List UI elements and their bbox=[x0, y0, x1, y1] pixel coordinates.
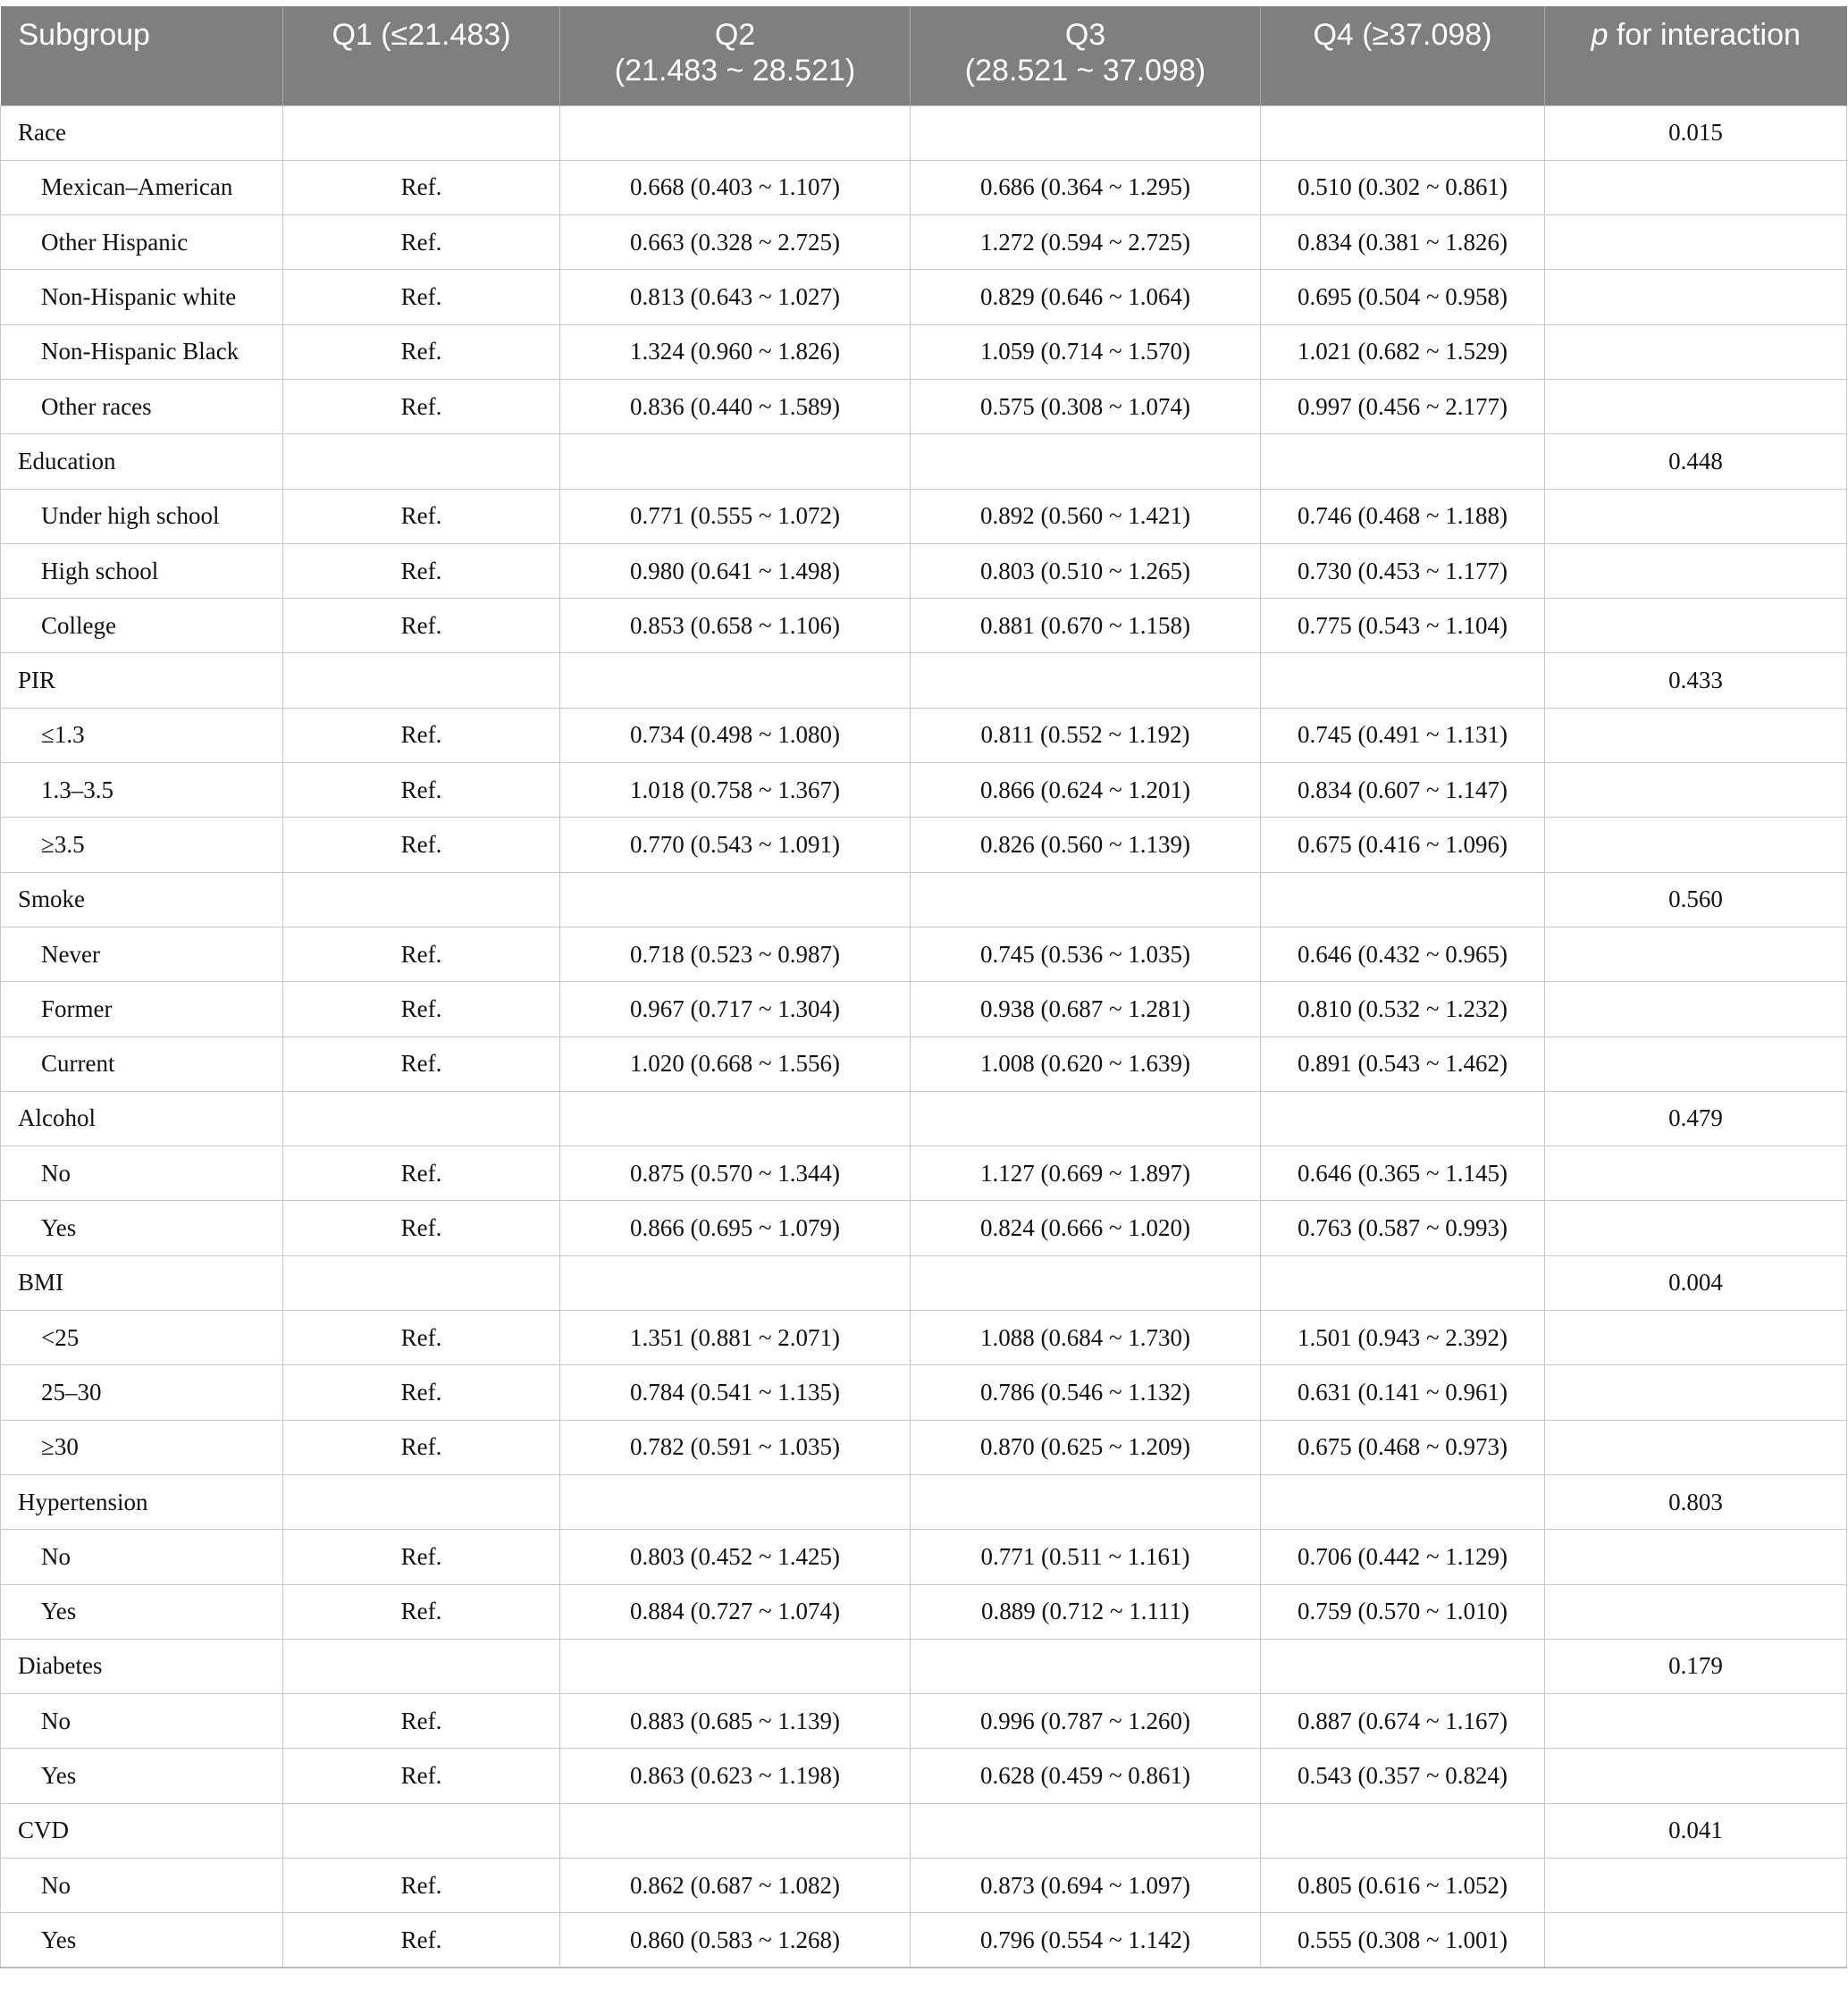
q4-cell: 1.021 (0.682 ~ 1.529) bbox=[1261, 324, 1545, 379]
q3-cell: 1.059 (0.714 ~ 1.570) bbox=[911, 324, 1261, 379]
q4-cell: 0.646 (0.365 ~ 1.145) bbox=[1261, 1146, 1545, 1201]
q1-cell: Ref. bbox=[283, 1036, 560, 1091]
q4-cell: 0.834 (0.607 ~ 1.147) bbox=[1261, 763, 1545, 818]
q3-cell: 0.771 (0.511 ~ 1.161) bbox=[911, 1530, 1261, 1584]
p-interaction-cell: 0.448 bbox=[1545, 434, 1847, 489]
table-row bbox=[1, 1420, 1847, 1474]
subgroup-cell: Under high school bbox=[1, 489, 283, 543]
q3-cell bbox=[911, 872, 1261, 927]
subgroup-cell: Diabetes bbox=[1, 1639, 283, 1693]
subgroup-cell: BMI bbox=[1, 1255, 283, 1310]
q3-cell: 0.892 (0.560 ~ 1.421) bbox=[911, 489, 1261, 543]
table-row bbox=[1, 1146, 1847, 1201]
q2-cell: 0.813 (0.643 ~ 1.027) bbox=[560, 270, 911, 324]
header-q1 bbox=[283, 6, 560, 105]
group-header-row bbox=[1, 105, 1847, 160]
p-interaction-cell: 0.479 bbox=[1545, 1091, 1847, 1146]
q4-cell: 0.555 (0.308 ~ 1.001) bbox=[1261, 1913, 1545, 1968]
header-q3 bbox=[911, 6, 1261, 105]
q3-cell: 1.008 (0.620 ~ 1.639) bbox=[911, 1036, 1261, 1091]
p-interaction-cell bbox=[1545, 763, 1847, 818]
q2-cell: 0.860 (0.583 ~ 1.268) bbox=[560, 1913, 911, 1968]
q4-cell bbox=[1261, 872, 1545, 927]
subgroup-cell: No bbox=[1, 1694, 283, 1749]
subgroup-cell: Education bbox=[1, 434, 283, 489]
p-interaction-cell bbox=[1545, 1036, 1847, 1091]
subgroup-cell: High school bbox=[1, 543, 283, 598]
p-interaction-cell bbox=[1545, 1365, 1847, 1420]
q1-cell bbox=[283, 872, 560, 927]
p-interaction-cell bbox=[1545, 379, 1847, 433]
group-header-row bbox=[1, 1639, 1847, 1693]
table-row bbox=[1, 982, 1847, 1036]
table-row bbox=[1, 1311, 1847, 1365]
q2-cell bbox=[560, 434, 911, 489]
q1-cell bbox=[283, 653, 560, 708]
group-header-row bbox=[1, 434, 1847, 489]
subgroup-cell: Never bbox=[1, 927, 283, 981]
q4-cell: 0.631 (0.141 ~ 0.961) bbox=[1261, 1365, 1545, 1420]
subgroup-cell: Yes bbox=[1, 1584, 283, 1639]
q4-cell: 0.763 (0.587 ~ 0.993) bbox=[1261, 1201, 1545, 1255]
subgroup-cell: No bbox=[1, 1530, 283, 1584]
q4-cell: 0.759 (0.570 ~ 1.010) bbox=[1261, 1584, 1545, 1639]
table-body bbox=[1, 105, 1847, 1968]
q2-cell: 0.734 (0.498 ~ 1.080) bbox=[560, 708, 911, 762]
q1-cell: Ref. bbox=[283, 1694, 560, 1749]
q4-cell: 0.675 (0.468 ~ 0.973) bbox=[1261, 1420, 1545, 1474]
table-row bbox=[1, 1201, 1847, 1255]
q4-cell: 0.746 (0.468 ~ 1.188) bbox=[1261, 489, 1545, 543]
q4-cell: 0.706 (0.442 ~ 1.129) bbox=[1261, 1530, 1545, 1584]
q2-cell: 0.980 (0.641 ~ 1.498) bbox=[560, 543, 911, 598]
q4-cell: 0.675 (0.416 ~ 1.096) bbox=[1261, 818, 1545, 872]
q4-cell bbox=[1261, 1474, 1545, 1529]
q3-cell: 0.889 (0.712 ~ 1.111) bbox=[911, 1584, 1261, 1639]
p-interaction-cell: 0.015 bbox=[1545, 105, 1847, 160]
group-header-row bbox=[1, 1091, 1847, 1146]
q1-cell: Ref. bbox=[283, 324, 560, 379]
p-interaction-cell: 0.433 bbox=[1545, 653, 1847, 708]
q1-cell: Ref. bbox=[283, 1365, 560, 1420]
q3-cell: 0.938 (0.687 ~ 1.281) bbox=[911, 982, 1261, 1036]
table-row bbox=[1, 160, 1847, 214]
q2-cell: 0.771 (0.555 ~ 1.072) bbox=[560, 489, 911, 543]
subgroup-cell: Mexican–American bbox=[1, 160, 283, 214]
q2-cell: 0.863 (0.623 ~ 1.198) bbox=[560, 1749, 911, 1803]
q1-cell bbox=[283, 434, 560, 489]
table-row bbox=[1, 927, 1847, 981]
q1-cell: Ref. bbox=[283, 215, 560, 270]
table-row bbox=[1, 324, 1847, 379]
header-range: (28.521 ~ 37.098) bbox=[964, 54, 1206, 88]
q3-cell bbox=[911, 1474, 1261, 1529]
q3-cell: 1.088 (0.684 ~ 1.730) bbox=[911, 1311, 1261, 1365]
q1-cell: Ref. bbox=[283, 1913, 560, 1968]
p-interaction-cell: 0.179 bbox=[1545, 1639, 1847, 1693]
subgroup-cell: College bbox=[1, 599, 283, 653]
p-interaction-cell bbox=[1545, 215, 1847, 270]
q1-cell: Ref. bbox=[283, 1859, 560, 1913]
group-header-row bbox=[1, 1803, 1847, 1858]
table-header bbox=[1, 6, 1847, 105]
header-label: Subgroup bbox=[18, 18, 150, 52]
q2-cell: 0.803 (0.452 ~ 1.425) bbox=[560, 1530, 911, 1584]
header-label: Q4 (≥37.098) bbox=[1313, 18, 1492, 52]
group-header-row bbox=[1, 872, 1847, 927]
table-row bbox=[1, 1913, 1847, 1968]
group-header-row bbox=[1, 653, 1847, 708]
q1-cell bbox=[283, 105, 560, 160]
header-q2 bbox=[560, 6, 911, 105]
q3-cell: 0.829 (0.646 ~ 1.064) bbox=[911, 270, 1261, 324]
header-label: Q1 (≤21.483) bbox=[332, 18, 511, 52]
q2-cell bbox=[560, 1091, 911, 1146]
q2-cell bbox=[560, 1255, 911, 1310]
table-row bbox=[1, 1036, 1847, 1091]
q3-cell: 0.873 (0.694 ~ 1.097) bbox=[911, 1859, 1261, 1913]
q2-cell: 1.351 (0.881 ~ 2.071) bbox=[560, 1311, 911, 1365]
q2-cell: 0.862 (0.687 ~ 1.082) bbox=[560, 1859, 911, 1913]
q4-cell bbox=[1261, 105, 1545, 160]
q3-cell: 0.575 (0.308 ~ 1.074) bbox=[911, 379, 1261, 433]
q3-cell: 0.796 (0.554 ~ 1.142) bbox=[911, 1913, 1261, 1968]
q1-cell: Ref. bbox=[283, 1584, 560, 1639]
p-interaction-cell bbox=[1545, 1694, 1847, 1749]
p-interaction-cell bbox=[1545, 1913, 1847, 1968]
p-interaction-cell bbox=[1545, 324, 1847, 379]
table-row bbox=[1, 215, 1847, 270]
q4-cell: 0.887 (0.674 ~ 1.167) bbox=[1261, 1694, 1545, 1749]
subgroup-cell: No bbox=[1, 1146, 283, 1201]
q4-cell: 0.805 (0.616 ~ 1.052) bbox=[1261, 1859, 1545, 1913]
q2-cell bbox=[560, 1803, 911, 1858]
q4-cell: 0.510 (0.302 ~ 0.861) bbox=[1261, 160, 1545, 214]
q2-cell: 1.018 (0.758 ~ 1.367) bbox=[560, 763, 911, 818]
q3-cell: 0.866 (0.624 ~ 1.201) bbox=[911, 763, 1261, 818]
header-p-symbol: p bbox=[1591, 18, 1609, 52]
q3-cell bbox=[911, 434, 1261, 489]
q2-cell: 0.967 (0.717 ~ 1.304) bbox=[560, 982, 911, 1036]
q2-cell: 0.836 (0.440 ~ 1.589) bbox=[560, 379, 911, 433]
q4-cell bbox=[1261, 653, 1545, 708]
q1-cell: Ref. bbox=[283, 1146, 560, 1201]
p-interaction-cell bbox=[1545, 543, 1847, 598]
q2-cell: 0.663 (0.328 ~ 2.725) bbox=[560, 215, 911, 270]
q1-cell: Ref. bbox=[283, 543, 560, 598]
q2-cell: 0.718 (0.523 ~ 0.987) bbox=[560, 927, 911, 981]
q4-cell: 0.810 (0.532 ~ 1.232) bbox=[1261, 982, 1545, 1036]
p-interaction-cell bbox=[1545, 1311, 1847, 1365]
q1-cell bbox=[283, 1091, 560, 1146]
table-row bbox=[1, 379, 1847, 433]
table-row bbox=[1, 1584, 1847, 1639]
subgroup-cell: Alcohol bbox=[1, 1091, 283, 1146]
subgroup-table-container bbox=[0, 6, 1846, 1968]
q2-cell: 1.020 (0.668 ~ 1.556) bbox=[560, 1036, 911, 1091]
q4-cell: 0.834 (0.381 ~ 1.826) bbox=[1261, 215, 1545, 270]
group-header-row bbox=[1, 1474, 1847, 1529]
q3-cell: 0.745 (0.536 ~ 1.035) bbox=[911, 927, 1261, 981]
header-label: for interaction bbox=[1608, 18, 1801, 52]
q2-cell bbox=[560, 105, 911, 160]
q1-cell bbox=[283, 1474, 560, 1529]
p-interaction-cell: 0.803 bbox=[1545, 1474, 1847, 1529]
q1-cell: Ref. bbox=[283, 1530, 560, 1584]
q2-cell: 0.668 (0.403 ~ 1.107) bbox=[560, 160, 911, 214]
q4-cell: 0.543 (0.357 ~ 0.824) bbox=[1261, 1749, 1545, 1803]
q2-cell: 0.853 (0.658 ~ 1.106) bbox=[560, 599, 911, 653]
group-header-row bbox=[1, 1255, 1847, 1310]
table-row bbox=[1, 763, 1847, 818]
q4-cell: 0.891 (0.543 ~ 1.462) bbox=[1261, 1036, 1545, 1091]
q3-cell bbox=[911, 1803, 1261, 1858]
p-interaction-cell bbox=[1545, 1749, 1847, 1803]
subgroup-analysis-table bbox=[0, 6, 1847, 1968]
subgroup-cell: 1.3–3.5 bbox=[1, 763, 283, 818]
p-interaction-cell bbox=[1545, 160, 1847, 214]
q1-cell: Ref. bbox=[283, 818, 560, 872]
q1-cell: Ref. bbox=[283, 1201, 560, 1255]
subgroup-cell: ≤1.3 bbox=[1, 708, 283, 762]
subgroup-cell: 25–30 bbox=[1, 1365, 283, 1420]
q3-cell: 0.786 (0.546 ~ 1.132) bbox=[911, 1365, 1261, 1420]
q3-cell: 0.996 (0.787 ~ 1.260) bbox=[911, 1694, 1261, 1749]
q1-cell: Ref. bbox=[283, 270, 560, 324]
subgroup-cell: Smoke bbox=[1, 872, 283, 927]
p-interaction-cell bbox=[1545, 708, 1847, 762]
q3-cell: 0.824 (0.666 ~ 1.020) bbox=[911, 1201, 1261, 1255]
q4-cell bbox=[1261, 1639, 1545, 1693]
subgroup-cell: PIR bbox=[1, 653, 283, 708]
p-interaction-cell bbox=[1545, 1420, 1847, 1474]
q2-cell bbox=[560, 872, 911, 927]
p-interaction-cell bbox=[1545, 489, 1847, 543]
q4-cell bbox=[1261, 434, 1545, 489]
table-row bbox=[1, 543, 1847, 598]
q4-cell: 0.695 (0.504 ~ 0.958) bbox=[1261, 270, 1545, 324]
q2-cell: 0.770 (0.543 ~ 1.091) bbox=[560, 818, 911, 872]
q1-cell bbox=[283, 1639, 560, 1693]
table-row bbox=[1, 1749, 1847, 1803]
table-row bbox=[1, 1859, 1847, 1913]
q3-cell: 0.811 (0.552 ~ 1.192) bbox=[911, 708, 1261, 762]
q4-cell bbox=[1261, 1803, 1545, 1858]
q4-cell: 0.745 (0.491 ~ 1.131) bbox=[1261, 708, 1545, 762]
q4-cell: 0.646 (0.432 ~ 0.965) bbox=[1261, 927, 1545, 981]
header-p-interaction bbox=[1545, 6, 1847, 105]
p-interaction-cell bbox=[1545, 1859, 1847, 1913]
q1-cell: Ref. bbox=[283, 708, 560, 762]
q2-cell: 0.866 (0.695 ~ 1.079) bbox=[560, 1201, 911, 1255]
subgroup-cell: ≥30 bbox=[1, 1420, 283, 1474]
q1-cell: Ref. bbox=[283, 763, 560, 818]
q2-cell: 1.324 (0.960 ~ 1.826) bbox=[560, 324, 911, 379]
q1-cell: Ref. bbox=[283, 1311, 560, 1365]
q3-cell bbox=[911, 1255, 1261, 1310]
q3-cell bbox=[911, 105, 1261, 160]
subgroup-cell: Yes bbox=[1, 1201, 283, 1255]
q4-cell: 0.730 (0.453 ~ 1.177) bbox=[1261, 543, 1545, 598]
q2-cell: 0.883 (0.685 ~ 1.139) bbox=[560, 1694, 911, 1749]
header-label: Q3 bbox=[1064, 18, 1106, 52]
subgroup-cell: Yes bbox=[1, 1749, 283, 1803]
q1-cell: Ref. bbox=[283, 1749, 560, 1803]
q2-cell: 0.784 (0.541 ~ 1.135) bbox=[560, 1365, 911, 1420]
header-row bbox=[1, 6, 1847, 105]
q2-cell: 0.782 (0.591 ~ 1.035) bbox=[560, 1420, 911, 1474]
q1-cell: Ref. bbox=[283, 160, 560, 214]
p-interaction-cell bbox=[1545, 818, 1847, 872]
p-interaction-cell bbox=[1545, 1584, 1847, 1639]
q1-cell: Ref. bbox=[283, 489, 560, 543]
q4-cell bbox=[1261, 1255, 1545, 1310]
subgroup-cell: Yes bbox=[1, 1913, 283, 1968]
q2-cell bbox=[560, 1639, 911, 1693]
subgroup-cell: Other Hispanic bbox=[1, 215, 283, 270]
subgroup-cell: CVD bbox=[1, 1803, 283, 1858]
subgroup-cell: No bbox=[1, 1859, 283, 1913]
table-row bbox=[1, 1694, 1847, 1749]
q3-cell: 1.127 (0.669 ~ 1.897) bbox=[911, 1146, 1261, 1201]
p-interaction-cell bbox=[1545, 599, 1847, 653]
q4-cell: 1.501 (0.943 ~ 2.392) bbox=[1261, 1311, 1545, 1365]
p-interaction-cell: 0.041 bbox=[1545, 1803, 1847, 1858]
q2-cell: 0.875 (0.570 ~ 1.344) bbox=[560, 1146, 911, 1201]
subgroup-cell: Current bbox=[1, 1036, 283, 1091]
table-row bbox=[1, 1365, 1847, 1420]
q3-cell: 0.686 (0.364 ~ 1.295) bbox=[911, 160, 1261, 214]
p-interaction-cell bbox=[1545, 1201, 1847, 1255]
table-row bbox=[1, 270, 1847, 324]
table-row bbox=[1, 1530, 1847, 1584]
p-interaction-cell bbox=[1545, 1530, 1847, 1584]
p-interaction-cell: 0.560 bbox=[1545, 872, 1847, 927]
table-row bbox=[1, 818, 1847, 872]
q1-cell: Ref. bbox=[283, 379, 560, 433]
table-row bbox=[1, 489, 1847, 543]
q3-cell: 0.826 (0.560 ~ 1.139) bbox=[911, 818, 1261, 872]
q1-cell: Ref. bbox=[283, 927, 560, 981]
q1-cell bbox=[283, 1255, 560, 1310]
q4-cell bbox=[1261, 1091, 1545, 1146]
p-interaction-cell bbox=[1545, 982, 1847, 1036]
q2-cell bbox=[560, 653, 911, 708]
q4-cell: 0.997 (0.456 ~ 2.177) bbox=[1261, 379, 1545, 433]
subgroup-cell: Non-Hispanic Black bbox=[1, 324, 283, 379]
q3-cell bbox=[911, 1639, 1261, 1693]
q3-cell bbox=[911, 1091, 1261, 1146]
q1-cell: Ref. bbox=[283, 982, 560, 1036]
q3-cell: 0.803 (0.510 ~ 1.265) bbox=[911, 543, 1261, 598]
subgroup-cell: Non-Hispanic white bbox=[1, 270, 283, 324]
p-interaction-cell bbox=[1545, 270, 1847, 324]
header-label: Q2 bbox=[714, 18, 756, 52]
q1-cell: Ref. bbox=[283, 599, 560, 653]
header-subgroup bbox=[1, 6, 283, 105]
table-row bbox=[1, 708, 1847, 762]
q3-cell bbox=[911, 653, 1261, 708]
p-interaction-cell: 0.004 bbox=[1545, 1255, 1847, 1310]
p-interaction-cell bbox=[1545, 927, 1847, 981]
q4-cell: 0.775 (0.543 ~ 1.104) bbox=[1261, 599, 1545, 653]
q1-cell bbox=[283, 1803, 560, 1858]
table-row bbox=[1, 599, 1847, 653]
subgroup-cell: Race bbox=[1, 105, 283, 160]
subgroup-cell: Former bbox=[1, 982, 283, 1036]
q2-cell bbox=[560, 1474, 911, 1529]
subgroup-cell: Other races bbox=[1, 379, 283, 433]
subgroup-cell: Hypertension bbox=[1, 1474, 283, 1529]
q1-cell: Ref. bbox=[283, 1420, 560, 1474]
q3-cell: 0.628 (0.459 ~ 0.861) bbox=[911, 1749, 1261, 1803]
p-interaction-cell bbox=[1545, 1146, 1847, 1201]
header-q4 bbox=[1261, 6, 1545, 105]
q3-cell: 0.870 (0.625 ~ 1.209) bbox=[911, 1420, 1261, 1474]
q3-cell: 0.881 (0.670 ~ 1.158) bbox=[911, 599, 1261, 653]
subgroup-cell: ≥3.5 bbox=[1, 818, 283, 872]
q3-cell: 1.272 (0.594 ~ 2.725) bbox=[911, 215, 1261, 270]
header-range: (21.483 ~ 28.521) bbox=[614, 54, 856, 88]
q2-cell: 0.884 (0.727 ~ 1.074) bbox=[560, 1584, 911, 1639]
subgroup-cell: <25 bbox=[1, 1311, 283, 1365]
